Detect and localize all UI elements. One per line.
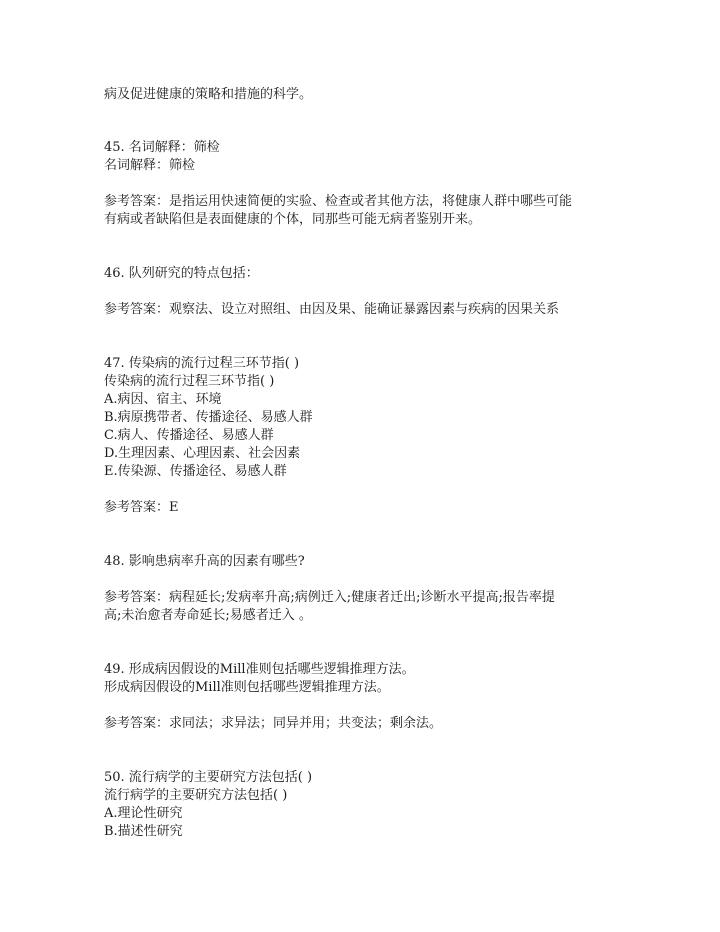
q48-answer-line2: 高;未治愈者寿命延长;易感者迁入 。: [104, 608, 312, 623]
q45-answer-line2: 有病或者缺陷但是表面健康的个体，同那些可能无病者鉴别开来。: [104, 212, 482, 227]
q49-answer: 参考答案：求同法；求异法；同异并用；共变法；剩余法。: [104, 716, 443, 731]
q47-option-e: E.传染源、传播途径、易感人群: [104, 464, 287, 479]
q47-option-b: B.病原携带者、传播途径、易感人群: [104, 410, 313, 425]
q47-stem: 传染病的流行过程三环节指( ): [104, 374, 275, 389]
q47-answer: 参考答案：E: [104, 500, 179, 515]
q47-option-d: D.生理因素、心理因素、社会因素: [104, 446, 301, 461]
q46-answer: 参考答案：观察法、设立对照组、由因及果、能确证暴露因素与疾病的因果关系: [104, 302, 560, 317]
q48-title: 48. 影响患病率升高的因素有哪些?: [104, 554, 305, 569]
q50-title: 50. 流行病学的主要研究方法包括( ): [104, 770, 313, 785]
q46-title: 46. 队列研究的特点包括：: [104, 266, 259, 281]
q50-stem: 流行病学的主要研究方法包括( ): [104, 788, 288, 803]
intro-text: 病及促进健康的策略和措施的科学。: [104, 87, 313, 102]
q47-option-c: C.病人、传播途径、易感人群: [104, 428, 274, 443]
q45-answer-line1: 参考答案：是指运用快速简便的实验、检查或者其他方法，将健康人群中哪些可能: [104, 194, 573, 209]
q45-title: 45. 名词解释：筛检: [104, 140, 220, 155]
q48-answer-line1: 参考答案：病程延长;发病率升高;病例迁入;健康者迁出;诊断水平提高;报告率提: [104, 590, 555, 605]
q49-stem: 形成病因假设的Mill准则包括哪些逻辑推理方法。: [104, 680, 390, 695]
q47-title: 47. 传染病的流行过程三环节指( ): [104, 356, 300, 371]
q50-option-b: B.描述性研究: [104, 824, 183, 839]
q50-option-a: A.理论性研究: [104, 806, 183, 821]
q49-title: 49. 形成病因假设的Mill准则包括哪些逻辑推理方法。: [104, 662, 415, 677]
q47-option-a: A.病因、宿主、环境: [104, 392, 222, 407]
q45-stem: 名词解释：筛检: [104, 158, 196, 173]
